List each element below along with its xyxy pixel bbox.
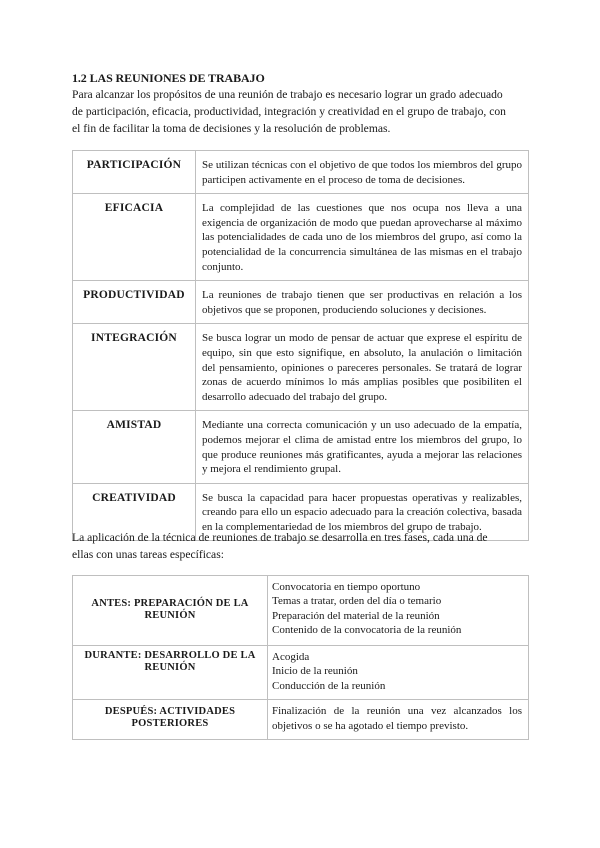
phase-title: ANTES: PREPARACIÓN DE LA REUNIÓN (73, 576, 268, 646)
phase-task: Acogida (272, 651, 310, 663)
intro-line: de participación, eficacia, productividad, integración y creatividad en el grupo de trabajo, con (72, 105, 506, 118)
intro-line: el fin de facilitar la toma de decisiones y la resolución de problemas. (72, 122, 391, 135)
phase-task: Conducción de la reunión (272, 679, 386, 692)
table-row (73, 700, 529, 740)
table-row (73, 281, 529, 324)
section-heading: 1.2 LAS REUNIONES DE TRABAJO (72, 71, 265, 85)
table-row (73, 151, 529, 194)
phase-task: Inicio de la reunión (272, 665, 358, 678)
quality-definition: Se busca lograr un modo de pensar de actuar que exprese el espíritu de equipo, sin que esto signifique, en absoluto, la anulación o limitación del pensamiento, opiniones o pareceres personales. Se tratará de lograr zonas de acuerdo mínimos lo más amplias posibles que posibiliten el desarrollo adecuado del trabajo del grupo. (196, 324, 529, 411)
quality-definition: Mediante una correcta comunicación y un uso adecuado de la empatía, podemos mejorar el clima de amistad entre los miembros del grupo, lo que produce reuniones más gratificantes, ayuda a mejorar las relaciones y mejora el rendimiento grupal. (196, 411, 529, 483)
quality-term: INTEGRACIÓN (73, 324, 196, 411)
table-row (73, 324, 529, 411)
table-row (73, 576, 529, 646)
quality-term: PRODUCTIVIDAD (73, 281, 196, 324)
table-row (73, 194, 529, 281)
phase-title: DURANTE: DESARROLLO DE LA REUNIÓN (73, 646, 268, 700)
phase-task: Contenido de la convocatoria de la reunión (272, 624, 462, 637)
quality-definition: Se busca la capacidad para hacer propuestas operativas y realizables, creando para ello un espacio adecuado para la creación colectiva, basada en la complementariedad de los miembros del grupo de trabajo. (196, 483, 529, 541)
phases-intro-line: La aplicación de la técnica de reuniones de trabajo se desarrolla en tres fases, cada una de (72, 531, 488, 544)
intro-paragraph (72, 86, 542, 137)
quality-definition: La reuniones de trabajo tienen que ser productivas en relación a los objetivos que se proponen, produciendo soluciones y decisiones. (196, 281, 529, 324)
table-row (73, 411, 529, 483)
phase-task: Temas a tratar, orden del día o temario (272, 595, 442, 608)
table-row (73, 646, 529, 700)
qualities-table (72, 150, 529, 541)
quality-definition: Se utilizan técnicas con el objetivo de que todos los miembros del grupo participen activamente en el proceso de toma de decisiones. (196, 151, 529, 194)
quality-definition: La complejidad de las cuestiones que nos ocupa nos lleva a una exigencia de organización de modo que puedan aprovecharse al máximo las potencialidades de cada uno de los miembros del grupo, así como la potencialidad de la concurrencia simultánea de las mismas en el trabajo conjunto. (196, 194, 529, 281)
quality-term: AMISTAD (73, 411, 196, 483)
quality-term: CREATIVIDAD (73, 483, 196, 541)
phase-tasks (268, 646, 529, 700)
quality-term: EFICACIA (73, 194, 196, 281)
phase-task: Finalización de la reunión una vez alcanzados los objetivos o se ha agotado el tiempo previsto. (272, 705, 522, 732)
phases-intro-paragraph (72, 529, 542, 563)
phase-task: Convocatoria en tiempo oportuno (272, 581, 421, 593)
phase-tasks (268, 576, 529, 646)
phases-intro-line: ellas con unas tareas específicas: (72, 548, 224, 561)
quality-term: PARTICIPACIÓN (73, 151, 196, 194)
phase-task: Preparación del material de la reunión (272, 609, 440, 622)
intro-line: Para alcanzar los propósitos de una reunión de trabajo es necesario lograr un grado adecuado (72, 88, 503, 101)
phases-table (72, 575, 529, 740)
phase-tasks (268, 700, 529, 740)
phase-title: DESPUÉS: ACTIVIDADES POSTERIORES (73, 700, 268, 740)
